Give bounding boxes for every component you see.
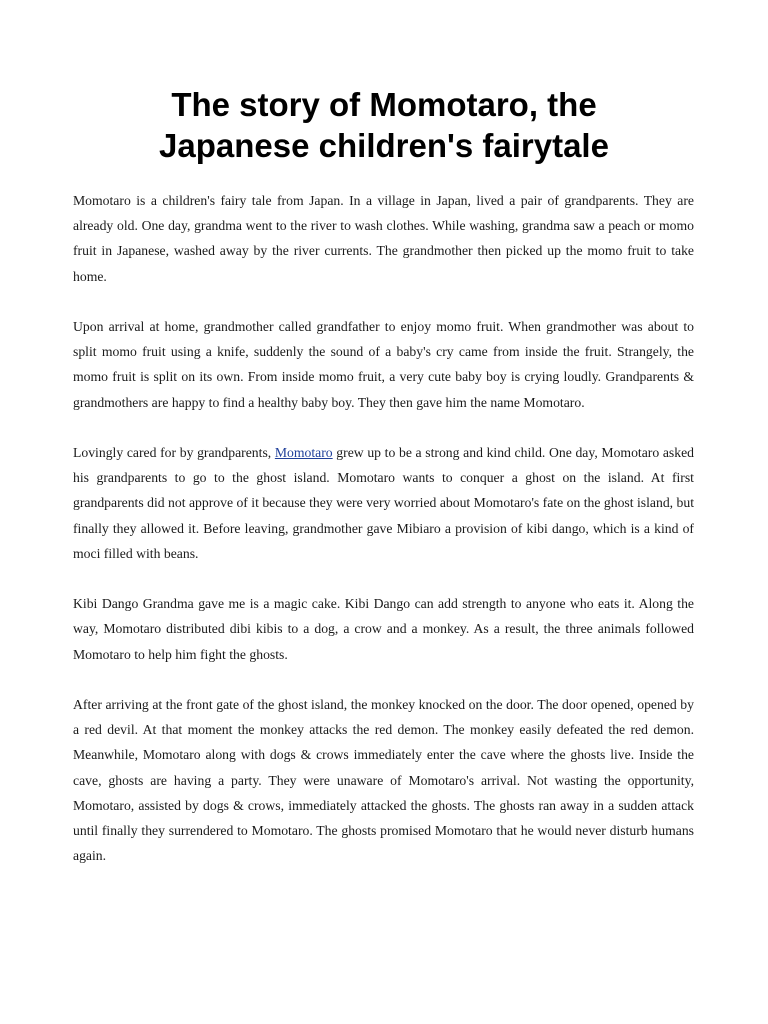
paragraph-3-text-after-link: grew up to be a strong and kind child. One day, Momotaro asked his grandparents to go to the ghost island. Momotaro wants to conquer a ghost on the island. At first grandparents did not approve of it because they were very worried about Momotaro's fate on the ghost island, but finally they allowed it. Before leaving, grandmother gave Mibiaro a provision of kibi dango, which is a kind of moci filled with beans. — [73, 445, 695, 561]
paragraph-3-text-before-link: Lovingly cared for by grandparents, — [73, 445, 275, 460]
page-title-line-2: Japanese children's fairytale — [159, 127, 609, 164]
paragraph-1: Momotaro is a children's fairy tale from Japan. In a village in Japan, lived a pair of grandparents. They are already old. One day, grandma went to the river to wash clothes. While washing, grandma saw a peach or momo fruit in Japanese, washed away by the river currents. The grandmother then picked up the momo fruit to take home. — [73, 193, 694, 284]
paragraph-2: Upon arrival at home, grandmother called grandfather to enjoy momo fruit. When grandmother was about to split momo fruit using a knife, suddenly the sound of a baby's cry came from inside the fruit. Strangely, the momo fruit is split on its own. From inside momo fruit, a very cute baby boy is crying loudly. Grandparents & grandmothers are happy to find a healthy baby boy. They then gave him the name Momotaro. — [73, 319, 694, 410]
momotaro-link[interactable]: Momotaro — [274, 445, 333, 460]
page-title — [60, 84, 708, 166]
page-title-line-1: The story of Momotaro, the — [171, 86, 597, 123]
paragraph-4: Kibi Dango Grandma gave me is a magic cake. Kibi Dango can add strength to anyone who eats it. Along the way, Momotaro distributed dibi kibis to a dog, a crow and a monkey. As a result, the three animals followed Momotaro to help him fight the ghosts. — [73, 596, 694, 662]
paragraph-3 — [73, 440, 694, 566]
article-body — [73, 188, 694, 894]
paragraph-5: After arriving at the front gate of the ghost island, the monkey knocked on the door. The door opened, opened by a red devil. At that moment the monkey attacks the red demon. The monkey easily defeated the red demon. Meanwhile, Momotaro along with dogs & crows immediately enter the cave where the ghosts live. Inside the cave, ghosts are having a party. They were unaware of Momotaro's arrival. Not wasting the opportunity, Momotaro, assisted by dogs & crows, immediately attacked the ghosts. The ghosts ran away in a sudden attack until finally they surrendered to Momotaro. The ghosts promised Momotaro that he would never disturb humans again. — [73, 697, 694, 864]
